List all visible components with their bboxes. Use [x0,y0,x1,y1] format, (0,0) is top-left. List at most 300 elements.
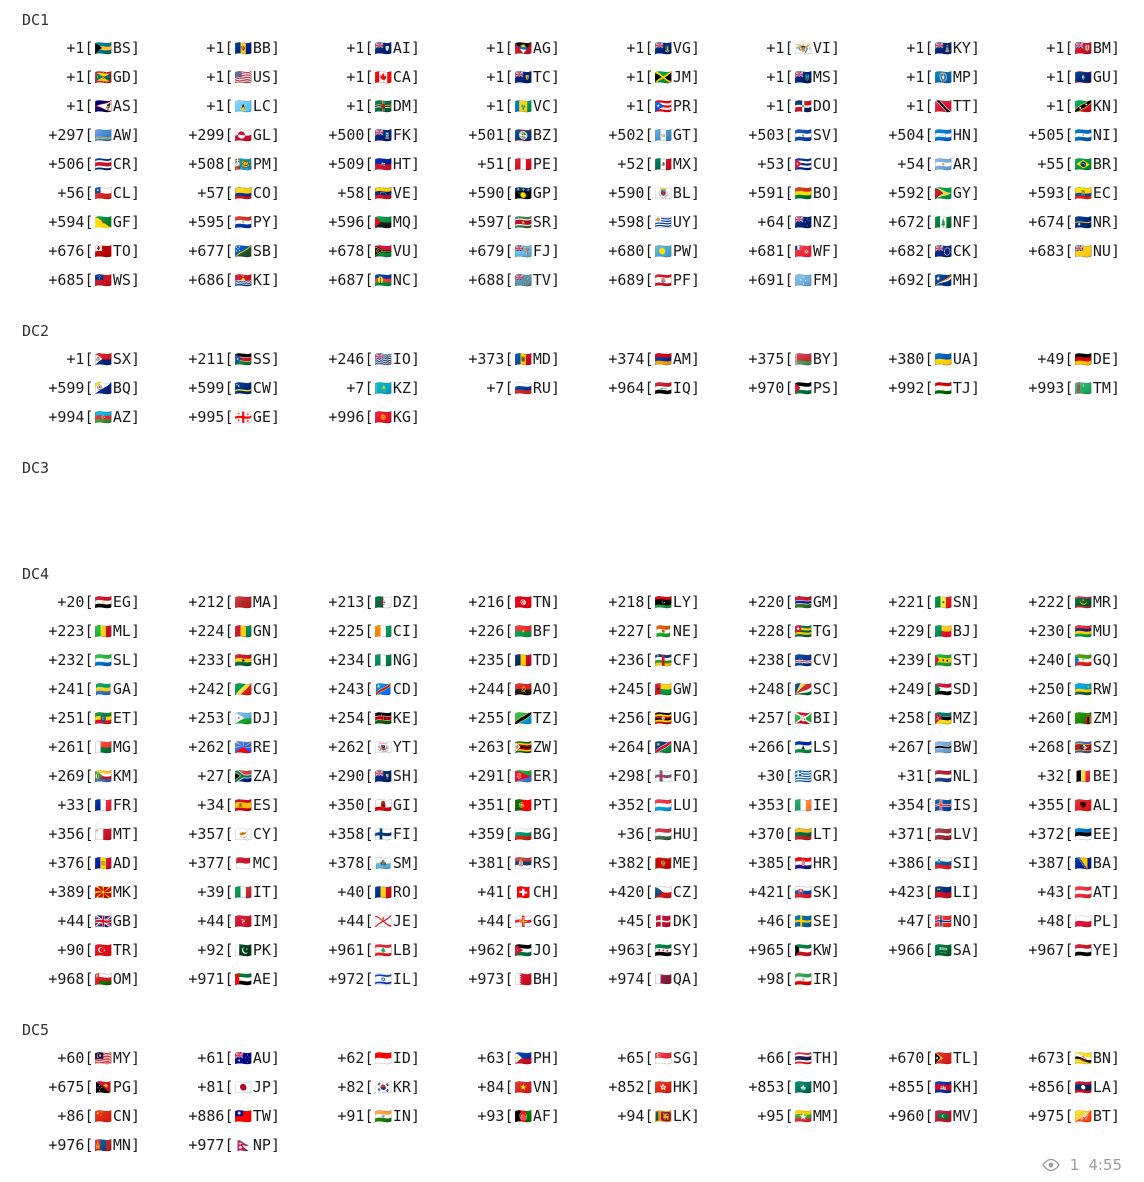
bracket-open: [ [84,970,94,988]
bracket-close: ] [830,1049,840,1067]
country-entry[interactable] [858,1073,998,1102]
country-entry[interactable] [438,849,578,878]
country-entry[interactable] [438,820,578,849]
country-entry[interactable] [998,762,1138,791]
country-entry[interactable] [158,820,298,849]
country-entry[interactable] [858,936,998,965]
country-entry[interactable] [998,150,1138,179]
country-entry[interactable] [438,345,578,374]
dial-code: +211 [188,350,225,368]
country-entry[interactable] [718,733,858,762]
country-entry[interactable] [158,704,298,733]
country-entry[interactable] [298,762,438,791]
country-entry[interactable] [578,150,718,179]
bracket-close: ] [970,883,980,901]
country-entry[interactable] [998,617,1138,646]
country-entry[interactable] [998,733,1138,762]
country-entry[interactable] [998,374,1138,403]
country-entry[interactable] [578,1102,718,1131]
bracket-open: [ [784,379,794,397]
country-entry[interactable] [438,733,578,762]
flag-icon: 🇬🇦 [94,682,112,698]
country-entry[interactable] [998,820,1138,849]
country-entry[interactable] [858,588,998,617]
country-entry[interactable] [438,762,578,791]
country-entry[interactable] [18,675,158,704]
country-entry[interactable] [858,762,998,791]
country-iso-code: SA [952,941,971,959]
bracket-open: [ [784,68,794,86]
flag-icon: 🇰🇭 [934,1080,952,1096]
dial-code: +688 [468,271,505,289]
country-entry[interactable] [578,907,718,936]
country-entry[interactable] [438,878,578,907]
country-entry[interactable] [718,374,858,403]
country-iso-code: VU [392,242,411,260]
country-entry[interactable] [578,617,718,646]
country-entry[interactable] [578,820,718,849]
country-entry[interactable] [18,403,158,432]
country-entry[interactable] [298,345,438,374]
country-entry[interactable] [438,704,578,733]
country-entry[interactable] [298,150,438,179]
bracket-close: ] [270,379,280,397]
country-entry[interactable] [298,936,438,965]
country-entry[interactable] [438,907,578,936]
country-iso-code: PW [672,242,691,260]
country-entry[interactable] [718,878,858,907]
country-entry[interactable] [438,1044,578,1073]
country-entry[interactable] [18,646,158,675]
country-entry[interactable] [578,345,718,374]
country-entry[interactable] [858,266,998,295]
country-entry[interactable] [18,92,158,121]
country-entry[interactable] [298,403,438,432]
country-entry[interactable] [18,63,158,92]
country-entry[interactable] [998,849,1138,878]
country-entry[interactable] [158,849,298,878]
flag-icon: 🇬🇪 [234,410,252,426]
country-entry[interactable] [998,675,1138,704]
country-entry[interactable] [298,1044,438,1073]
country-entry[interactable] [718,965,858,994]
country-entry[interactable] [18,733,158,762]
country-entry[interactable] [858,646,998,675]
country-entry[interactable] [578,646,718,675]
country-entry[interactable] [298,266,438,295]
country-entry[interactable] [298,179,438,208]
country-entry[interactable] [18,1044,158,1073]
country-entry[interactable] [158,1044,298,1073]
country-entry[interactable] [18,237,158,266]
country-entry[interactable] [18,617,158,646]
country-entry[interactable] [718,907,858,936]
country-entry[interactable] [158,237,298,266]
country-entry[interactable] [578,1073,718,1102]
flag-icon: 🇧🇱 [654,186,672,202]
bracket-close: ] [130,796,140,814]
country-entry[interactable] [158,208,298,237]
country-entry[interactable] [718,617,858,646]
country-entry[interactable] [438,936,578,965]
country-entry[interactable] [998,63,1138,92]
flag-icon: 🇲🇽 [654,157,672,173]
flag-icon: 🇨🇼 [234,381,252,397]
bracket-open: [ [224,1049,234,1067]
dial-code: +233 [188,651,225,669]
country-entry[interactable] [438,179,578,208]
flag-icon: 🇨🇻 [794,653,812,669]
country-entry[interactable] [578,1044,718,1073]
country-entry[interactable] [158,34,298,63]
country-entry[interactable] [578,179,718,208]
country-entry[interactable] [438,617,578,646]
country-entry[interactable] [298,121,438,150]
country-entry[interactable] [858,617,998,646]
country-entry[interactable] [998,907,1138,936]
country-entry[interactable] [158,92,298,121]
country-entry[interactable] [858,878,998,907]
country-entry[interactable] [998,936,1138,965]
flag-icon: 🇲🇭 [934,273,952,289]
country-entry[interactable] [718,150,858,179]
country-entry[interactable] [858,704,998,733]
country-entry[interactable] [18,121,158,150]
country-iso-code: PR [672,97,691,115]
country-entry[interactable] [158,121,298,150]
country-entry[interactable] [298,588,438,617]
country-entry[interactable] [438,965,578,994]
country-entry[interactable] [998,345,1138,374]
country-entry[interactable] [18,208,158,237]
country-entry[interactable] [18,849,158,878]
country-entry[interactable] [718,820,858,849]
country-entry[interactable] [18,266,158,295]
country-entry[interactable] [298,1102,438,1131]
country-entry[interactable] [578,588,718,617]
country-entry[interactable] [578,208,718,237]
country-entry[interactable] [158,266,298,295]
country-entry[interactable] [438,121,578,150]
country-entry[interactable] [998,1073,1138,1102]
country-entry[interactable] [858,675,998,704]
flag-icon: 🇲🇴 [794,1080,812,1096]
country-entry[interactable] [298,965,438,994]
country-entry[interactable] [438,150,578,179]
country-entry[interactable] [438,1073,578,1102]
country-entry[interactable] [158,150,298,179]
country-entry[interactable] [858,208,998,237]
country-entry[interactable] [158,345,298,374]
dial-code: +58 [337,184,365,202]
country-entry[interactable] [158,791,298,820]
flag-icon: 🇲🇵 [934,70,952,86]
flag-icon: 🇲🇷 [1074,595,1092,611]
country-entry[interactable] [438,92,578,121]
country-entry[interactable] [718,63,858,92]
country-entry[interactable] [998,92,1138,121]
bracket-open: [ [504,126,514,144]
country-entry[interactable] [858,63,998,92]
country-entry[interactable] [858,791,998,820]
bracket-close: ] [410,155,420,173]
country-entry[interactable] [578,762,718,791]
country-entry[interactable] [18,179,158,208]
country-entry[interactable] [298,92,438,121]
country-entry[interactable] [718,762,858,791]
dial-code: +682 [888,242,925,260]
country-entry[interactable] [18,34,158,63]
country-entry[interactable] [158,675,298,704]
flag-icon: 🇦🇼 [94,128,112,144]
country-entry[interactable] [718,704,858,733]
country-entry[interactable] [718,208,858,237]
country-entry[interactable] [298,208,438,237]
country-entry[interactable] [998,704,1138,733]
dial-code: +677 [188,242,225,260]
country-entry[interactable] [718,588,858,617]
country-iso-code: UA [952,350,971,368]
country-entry[interactable] [158,733,298,762]
country-entry[interactable] [998,646,1138,675]
country-entry[interactable] [998,1102,1138,1131]
country-entry[interactable] [158,646,298,675]
bracket-open: [ [504,68,514,86]
country-entry[interactable] [158,1131,298,1160]
bracket-close: ] [1110,680,1120,698]
country-entry[interactable] [158,1102,298,1131]
flag-icon: 🇷🇺 [514,381,532,397]
flag-icon: 🇧🇭 [514,972,532,988]
country-entry[interactable] [578,733,718,762]
country-iso-code: JE [392,912,411,930]
bracket-open: [ [224,970,234,988]
country-entry[interactable] [718,237,858,266]
country-entry[interactable] [718,646,858,675]
country-entry[interactable] [438,63,578,92]
country-entry[interactable] [718,179,858,208]
country-entry[interactable] [858,1044,998,1073]
country-entry[interactable] [298,374,438,403]
country-entry[interactable] [298,237,438,266]
country-entry[interactable] [578,266,718,295]
country-entry[interactable] [18,345,158,374]
bracket-open: [ [364,1107,374,1125]
country-entry[interactable] [578,374,718,403]
bracket-close: ] [550,680,560,698]
country-entry[interactable] [718,675,858,704]
country-entry[interactable] [18,150,158,179]
country-entry[interactable] [998,121,1138,150]
country-entry[interactable] [578,237,718,266]
country-entry[interactable] [298,34,438,63]
dial-code: +970 [748,379,785,397]
country-entry[interactable] [858,237,998,266]
country-entry[interactable] [578,849,718,878]
country-entry[interactable] [438,208,578,237]
country-entry[interactable] [18,588,158,617]
country-entry[interactable] [578,965,718,994]
country-grid [18,588,1126,994]
bracket-close: ] [550,912,560,930]
dial-code: +1 [66,68,85,86]
country-entry[interactable] [578,34,718,63]
country-entry[interactable] [718,266,858,295]
country-entry[interactable] [718,1073,858,1102]
bracket-open: [ [224,941,234,959]
country-entry[interactable] [158,617,298,646]
country-iso-code: PE [532,155,551,173]
country-iso-code: NF [952,213,971,231]
country-entry[interactable] [18,704,158,733]
country-entry[interactable] [298,675,438,704]
country-entry[interactable] [18,936,158,965]
flag-icon: 🇲🇶 [374,215,392,231]
country-entry[interactable] [438,675,578,704]
country-entry[interactable] [18,791,158,820]
country-entry[interactable] [998,791,1138,820]
country-entry[interactable] [998,1044,1138,1073]
country-entry[interactable] [998,34,1138,63]
country-entry[interactable] [718,121,858,150]
flag-icon: 🇼🇸 [94,273,112,289]
flag-icon: 🇹🇼 [234,1109,252,1125]
country-entry[interactable] [578,92,718,121]
country-entry[interactable] [718,849,858,878]
country-entry[interactable] [158,1073,298,1102]
country-entry[interactable] [998,208,1138,237]
country-entry[interactable] [438,34,578,63]
country-entry[interactable] [438,374,578,403]
bracket-open: [ [504,271,514,289]
country-entry[interactable] [578,675,718,704]
country-entry[interactable] [998,237,1138,266]
country-entry[interactable] [158,63,298,92]
country-entry[interactable] [858,345,998,374]
country-entry[interactable] [298,646,438,675]
country-entry[interactable] [718,345,858,374]
country-entry[interactable] [438,266,578,295]
country-entry[interactable] [18,374,158,403]
country-entry[interactable] [858,907,998,936]
country-entry[interactable] [298,791,438,820]
country-entry[interactable] [438,646,578,675]
country-entry[interactable] [858,34,998,63]
country-entry[interactable] [158,179,298,208]
country-entry[interactable] [578,121,718,150]
country-entry[interactable] [998,588,1138,617]
country-entry[interactable] [18,1073,158,1102]
country-entry[interactable] [578,936,718,965]
country-entry[interactable] [298,704,438,733]
country-entry[interactable] [438,588,578,617]
country-iso-code: CU [812,155,831,173]
country-entry[interactable] [18,1131,158,1160]
country-iso-code: ZA [252,767,271,785]
country-entry[interactable] [858,820,998,849]
dial-code: +353 [748,796,785,814]
country-entry[interactable] [18,1102,158,1131]
country-entry[interactable] [298,617,438,646]
bracket-open: [ [84,593,94,611]
country-entry[interactable] [718,1044,858,1073]
bracket-close: ] [690,271,700,289]
bracket-open: [ [924,883,934,901]
country-entry[interactable] [158,936,298,965]
country-entry[interactable] [298,907,438,936]
country-entry[interactable] [158,878,298,907]
country-entry[interactable] [158,762,298,791]
flag-icon: 🇳🇿 [794,215,812,231]
bracket-open: [ [504,883,514,901]
dial-code: +222 [1028,593,1065,611]
country-entry[interactable] [578,63,718,92]
country-entry[interactable] [578,878,718,907]
country-entry[interactable] [858,150,998,179]
country-entry[interactable] [858,121,998,150]
flag-icon: 🇧🇬 [514,827,532,843]
bracket-open: [ [364,593,374,611]
country-entry[interactable] [158,907,298,936]
country-entry[interactable] [158,403,298,432]
country-entry[interactable] [158,374,298,403]
country-entry[interactable] [18,907,158,936]
country-entry[interactable] [718,936,858,965]
bracket-close: ] [830,651,840,669]
flag-icon: 🇹🇳 [514,595,532,611]
country-entry[interactable] [858,92,998,121]
country-entry[interactable] [298,63,438,92]
country-entry[interactable] [438,791,578,820]
country-entry[interactable] [718,1102,858,1131]
flag-icon: 🇾🇪 [1074,943,1092,959]
country-entry[interactable] [858,374,998,403]
country-entry[interactable] [718,791,858,820]
country-entry[interactable] [298,820,438,849]
dial-code: +266 [748,738,785,756]
country-entry[interactable] [18,762,158,791]
bracket-open: [ [1064,825,1074,843]
country-entry[interactable] [298,878,438,907]
country-entry[interactable] [858,179,998,208]
bracket-open: [ [84,883,94,901]
country-entry[interactable] [18,820,158,849]
country-entry[interactable] [158,588,298,617]
country-entry[interactable] [998,179,1138,208]
country-entry[interactable] [998,878,1138,907]
country-entry[interactable] [858,733,998,762]
country-entry[interactable] [438,1102,578,1131]
country-entry[interactable] [158,965,298,994]
country-entry[interactable] [298,733,438,762]
country-entry[interactable] [438,237,578,266]
bracket-open: [ [224,184,234,202]
country-entry[interactable] [578,791,718,820]
country-entry[interactable] [298,849,438,878]
country-entry[interactable] [858,849,998,878]
bracket-open: [ [504,738,514,756]
country-entry[interactable] [18,878,158,907]
country-entry[interactable] [718,92,858,121]
country-entry[interactable] [858,1102,998,1131]
country-entry[interactable] [718,34,858,63]
dial-code: +382 [608,854,645,872]
country-entry[interactable] [578,704,718,733]
dial-code: +370 [748,825,785,843]
country-entry[interactable] [18,965,158,994]
country-iso-code: AU [252,1049,271,1067]
country-entry[interactable] [298,1073,438,1102]
